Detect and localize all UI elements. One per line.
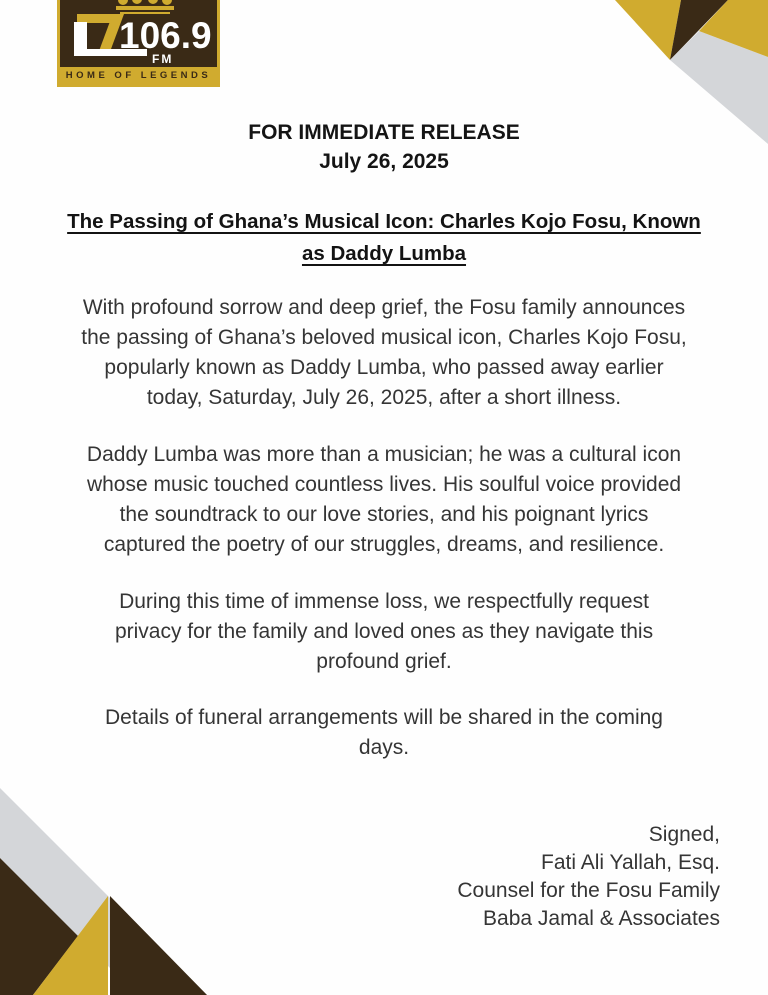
paragraph-line: whose music touched countless lives. His soulful voice provided [86, 473, 682, 496]
paragraph-line: today, Saturday, July 26, 2025, after a short illness. [146, 386, 622, 409]
crown-icon [116, 0, 174, 15]
paragraph-line: profound grief. [316, 650, 452, 673]
release-heading-text: FOR IMMEDIATE RELEASE [248, 121, 520, 144]
signature-line: Baba Jamal & Associates [483, 907, 720, 930]
paragraph-line: the passing of Ghana’s beloved musical icon, Charles Kojo Fosu, [81, 326, 687, 349]
paragraph-line: captured the poetry of our struggles, dreams, and resilience. [103, 533, 665, 556]
paragraph-tribute [40, 440, 728, 560]
paragraph-line: days. [358, 736, 410, 759]
signature-block [220, 821, 720, 933]
document-title-line: The Passing of Ghana’s Musical Icon: Charles Kojo Fosu, Known [67, 210, 701, 233]
paragraph-line: popularly known as Daddy Lumba, who passed away earlier [104, 356, 664, 379]
paragraph-line: Daddy Lumba was more than a musician; he was a cultural icon [86, 443, 682, 466]
paragraph-line: With profound sorrow and deep grief, the Fosu family announces [82, 296, 686, 319]
release-date: July 26, 2025 [319, 150, 449, 173]
release-heading [0, 118, 768, 176]
document-title [34, 206, 734, 270]
paragraph-privacy-request [40, 587, 728, 677]
station-frequency: 106.9 [119, 15, 212, 56]
paragraph-line: Details of funeral arrangements will be shared in the coming [105, 706, 663, 729]
paragraph-funeral-details [40, 703, 728, 763]
signature-line: Fati Ali Yallah, Esq. [541, 851, 720, 874]
document-title-line: as Daddy Lumba [301, 242, 467, 265]
paragraph-announcement [40, 293, 728, 413]
paragraph-line: privacy for the family and loved ones as they navigate this [114, 620, 654, 643]
paragraph-line: During this time of immense loss, we respectfully request [119, 590, 649, 613]
signature-line: Signed, [648, 823, 720, 846]
paragraph-line: the soundtrack to our love stories, and his poignant lyrics [119, 503, 649, 526]
signature-line: Counsel for the Fosu Family [457, 879, 720, 902]
station-tagline: HOME OF LEGENDS [60, 67, 217, 84]
station-fm-label: FM [152, 52, 174, 66]
station-logo [57, 0, 220, 87]
